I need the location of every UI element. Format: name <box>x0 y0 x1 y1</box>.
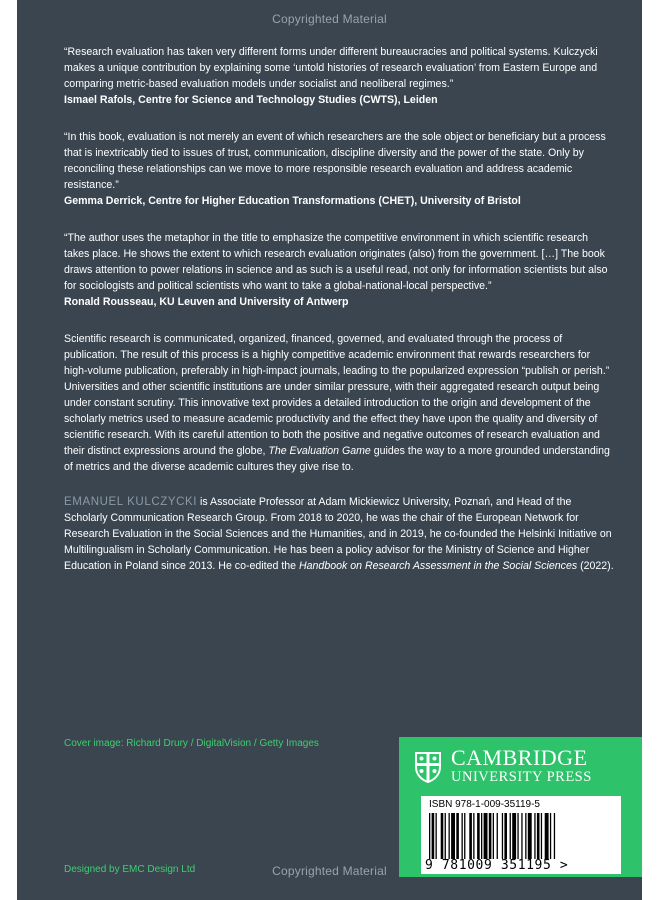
quote-text: “In this book, evaluation is not merely an event of which researchers are the sole object or beneficiary but a process that is inextricably tied to issues of trust, communication, discipline diversity and the power of the state. Only by reconciling these relationships can we move to more responsible research evaluation and address academic resistance.” <box>64 131 606 191</box>
barcode-bar <box>445 813 446 859</box>
barcode-bar <box>441 813 444 859</box>
blurb-text-end: guides the way to a more grounded understanding of metrics and the diverse academic cultures they give rise to. <box>64 445 610 473</box>
barcode-bar <box>554 813 555 859</box>
barcode-bar <box>484 813 488 859</box>
barcode-bar <box>550 813 551 859</box>
endorsement-quote <box>64 230 616 310</box>
barcode-bar <box>469 813 472 859</box>
book-blurb <box>64 331 616 475</box>
copyright-watermark-bottom: Copyrighted Material <box>272 864 387 878</box>
publisher-press: UNIVERSITY PRESS <box>451 769 592 785</box>
barcode-bar <box>481 813 482 859</box>
quote-attribution: Ismael Rafols, Centre for Science and Technology Studies (CWTS), Leiden <box>64 94 438 106</box>
barcode-bar <box>497 813 498 859</box>
cover-text <box>64 44 616 574</box>
barcode-bar <box>449 813 450 859</box>
barcode-bar <box>512 813 516 859</box>
bio-book-title: Handbook on Research Assessment in the Social Sciences <box>299 560 578 572</box>
barcode-bar <box>493 813 494 859</box>
barcode-bar <box>462 813 463 859</box>
barcode-bar <box>464 813 465 859</box>
university-crest-icon <box>414 751 442 783</box>
barcode-bar <box>517 813 518 859</box>
quote-text: “The author uses the metaphor in the title to emphasize the competitive environment in which scientific research takes place. He shows the extent to which research evaluation originates (also) from the government. […] The book draws attention to power relations in science and as such is a useful read, not only for information scientists but also for sociologists and political scientists who want to take a global-national-local perspective.” <box>64 232 608 292</box>
barcode-bar <box>477 813 480 859</box>
publisher-panel <box>399 737 642 877</box>
barcode-bar <box>473 813 474 859</box>
barcode-bar <box>504 813 507 859</box>
copyright-watermark-top: Copyrighted Material <box>272 12 387 26</box>
blurb-text: Scientific research is communicated, organized, financed, governed, and evaluated through the process of publication. The result of this process is a highly competitive academic environment that rewards researchers for high-volume publication, preferably in high-impact journals, leading to the popularized expression “publish or perish.” Universities and other scientific institutions are under similar pressure, with their aggregated research output being under constant scrutiny. This innovative text provides a detailed introduction to the origin and development of the scholarly metrics used to measure academic productivity and the effect they have upon the quality and diversity of scientific research. With its careful attention to both the positive and negative outcomes of research evaluation and their distinct expressions around the globe, <box>64 333 610 457</box>
barcode-bar <box>456 813 459 859</box>
endorsement-quote <box>64 44 616 108</box>
barcode-bar <box>525 813 526 859</box>
endorsement-quote <box>64 129 616 209</box>
barcode-bar <box>502 813 503 859</box>
barcode-bar <box>510 813 511 859</box>
bio-text: is Associate Professor at Adam Mickiewicz University, Poznań, and Head of the Scholarly Communication Research Group. From 2018 to 2020, he was the chair of the European Network for Research Evaluation in the Social Sciences and the Humanities, and in 2019, he co-founded the Helsinki Initiative on Multilingualism in Scholarly Communication. He has been a policy advisor for the Ministry of Science and Higher Education in Poland since 2013. He co-edited the <box>64 496 612 572</box>
designer-credit: Designed by EMC Design Ltd <box>64 864 196 875</box>
bio-text-end: (2022). <box>577 560 614 572</box>
quote-attribution: Ronald Rousseau, KU Leuven and University of Antwerp <box>64 296 349 308</box>
publisher-name: CAMBRIDGE <box>451 745 588 770</box>
barcode-bar <box>545 813 549 859</box>
barcode-box <box>421 796 621 874</box>
quote-text: “Research evaluation has taken very different forms under different bureaucracies and political systems. Kulczycki makes a unique contribution by explaining some ‘untold histories of research evaluation’ from Eastern Europe and comparing metric-based evaluation models under socialist and neoliberal regimes.” <box>64 46 598 90</box>
barcode-bar <box>489 813 492 859</box>
barcode-bar <box>451 813 455 859</box>
barcode-bar <box>521 813 522 859</box>
author-name: EMANUEL KULCZYCKI <box>64 496 198 508</box>
barcode-bar <box>432 813 435 859</box>
barcode-bar <box>429 813 430 859</box>
barcode-bar <box>541 813 542 859</box>
isbn-number: ISBN 978-1-009-35119-5 <box>429 799 540 810</box>
book-title: The Evaluation Game <box>268 445 371 457</box>
barcode-bar <box>528 813 532 859</box>
barcode-icon <box>429 813 613 859</box>
quote-attribution: Gemma Derrick, Centre for Higher Education Transformations (CHET), University of Bristol <box>64 195 521 207</box>
barcode-bar <box>534 813 535 859</box>
barcode-digits: 9 781009 351195 > <box>425 858 569 873</box>
barcode-bar <box>436 813 437 859</box>
barcode-bar <box>537 813 540 859</box>
cover-image-credit: Cover image: Richard Drury / DigitalVision / Getty Images <box>64 738 319 749</box>
author-bio <box>64 494 616 574</box>
